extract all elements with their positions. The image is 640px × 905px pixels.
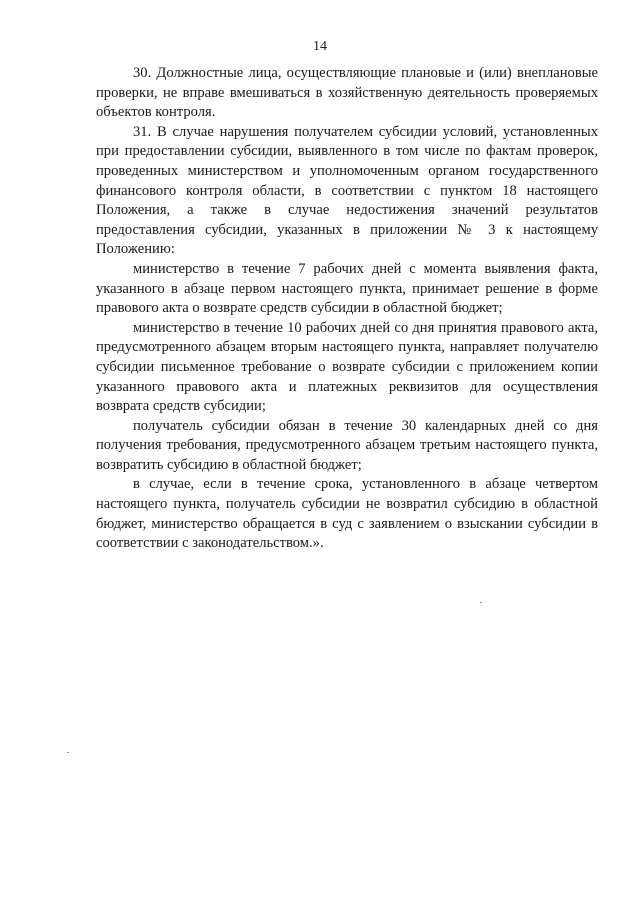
paragraph-31-requirement: министерство в течение 10 рабочих дней со дня принятия правового акта, предусмотренного абзацем вторым настоящего пункта, направляет получателю субсидии письменное требование о возврате субсидии с приложением копии указанного правового акта и платежных реквизитов для осуществления возврата средств субсидии; [96,319,598,415]
scan-speck [480,602,482,603]
scan-speck [67,752,69,753]
paragraph-31-refund: получатель субсидии обязан в течение 30 календарных дней со дня получения требования, предусмотренного абзацем третьим настоящего пункта, возвратить субсидию в областной бюджет; [96,417,598,473]
paragraph-31-decision: министерство в течение 7 рабочих дней с момента выявления факта, указанного в абзаце первом настоящего пункта, принимает решение в форме правового акта о возврате средств субсидии в областной бюджет; [96,260,598,317]
paragraph-31-court: в случае, если в течение срока, установленного в абзаце четвертом настоящего пункта, получатель субсидии не возвратил субсидию в областной бюджет, министерство обращается в суд с заявлением о взыскании субсидии в соответствии с законодательством.». [96,476,598,552]
page-number: 14 [313,39,327,54]
document-body [96,64,598,554]
paragraph-31: 31. В случае нарушения получателем субсидии условий, установленных при предоставлении субсидии, выявленного в том числе по фактам проверок, проведенных министерством и уполномоченным органом государственного финансового контроля области, в соответствии с пунктом 18 настоящего Положения, а также в случае недостижения значений результатов предоставления субсидии, указанных в приложении № 3 к настоящему Положению: [96,123,598,258]
paragraph-30: 30. Должностные лица, осуществляющие плановые и (или) внеплановые проверки, не вправе вмешиваться в хозяйственную деятельность проверяемых объектов контроля. [96,65,598,121]
